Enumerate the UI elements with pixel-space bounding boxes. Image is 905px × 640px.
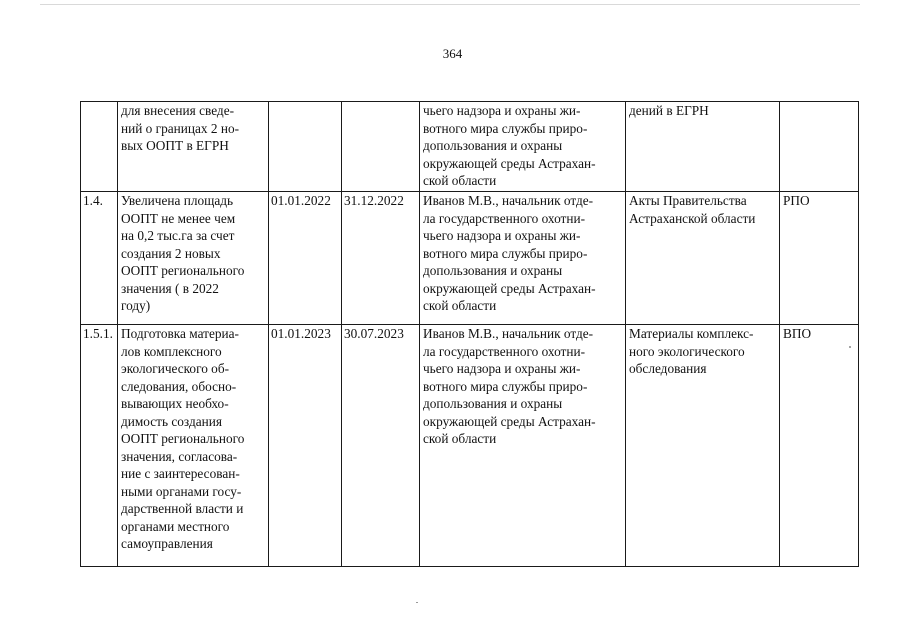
responsible-text: Иванов М.В., начальник отде- ла государственного охотни- чьего надзора и охраны жи- вотного мира службы приро- допользования и охраны окружающей среды Астрахан- ской области [423,326,596,446]
table-row [81,325,859,567]
scan-speck [849,346,851,348]
document-code: РПО [780,192,859,325]
event-description [118,192,269,325]
responsible-text: Иванов М.В., начальник отде- ла государственного охотни- чьего надзора и охраны жи- вотного мира службы приро- допользования и охраны окружающей среды Астрахан- ской области [423,193,596,313]
responsible-person [420,102,626,192]
result-description [626,325,780,567]
scan-edge-line [40,4,860,5]
scan-speck [416,602,418,603]
event-text: для внесения сведе- ний о границах 2 но- вых ООПТ в ЕГРН [121,103,240,153]
end-date [342,102,420,192]
page-number: 364 [442,46,463,61]
result-text: Акты Правительства Астраханской области [629,193,756,226]
result-description [626,102,780,192]
item-number: 1.5.1. [81,325,118,567]
responsible-text: чьего надзора и охраны жи- вотного мира службы приро- допользования и охраны окружающей среды Астрахан- ской области [423,103,596,188]
start-date: 01.01.2022 [269,192,342,325]
event-text: Подготовка материа- лов комплексного экологического об- следования, обосно- вывающих необхо- димость создания ООПТ регионального значения, согласова- ние с заинтересован- ными органами госу- дарственной власти и органами местного самоуправления [121,326,245,551]
document-code: ВПО [780,325,859,567]
end-date: 30.07.2023 [342,325,420,567]
result-description [626,192,780,325]
responsible-person [420,325,626,567]
result-text: Материалы комплекс- ного экологического обследования [629,326,754,376]
document-code [780,102,859,192]
result-text: дений в ЕГРН [629,103,709,118]
event-description [118,102,269,192]
start-date: 01.01.2023 [269,325,342,567]
end-date: 31.12.2022 [342,192,420,325]
item-number [81,102,118,192]
event-description [118,325,269,567]
plan-table [80,101,859,567]
table-row [81,102,859,192]
item-number: 1.4. [81,192,118,325]
event-text: Увеличена площадь ООПТ не менее чем на 0,2 тыс.га за счет создания 2 новых ООПТ регионального значения ( в 2022 году) [121,193,245,313]
start-date [269,102,342,192]
responsible-person [420,192,626,325]
table-row [81,192,859,325]
